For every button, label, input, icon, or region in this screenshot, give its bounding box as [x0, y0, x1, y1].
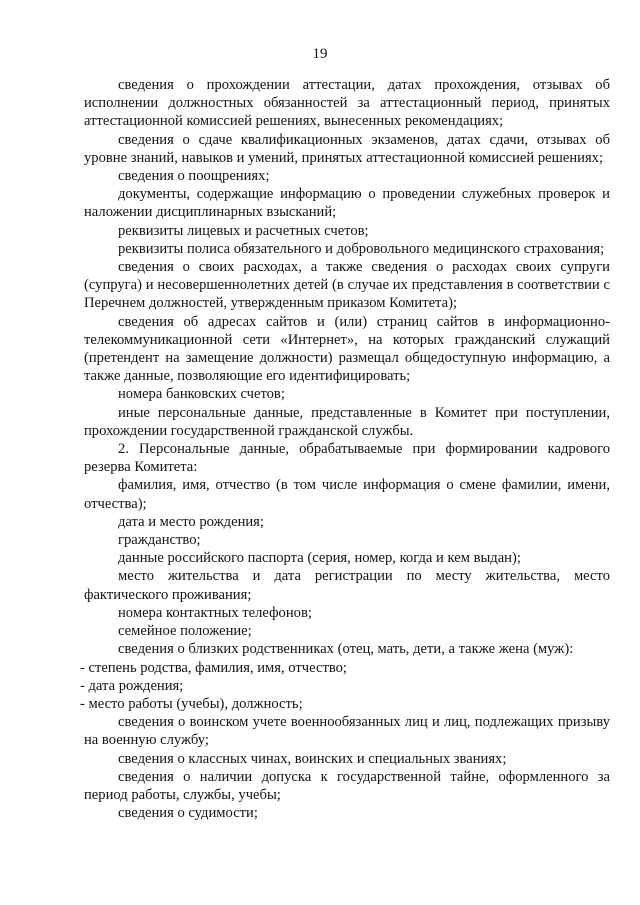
- dash-list-item: - дата рождения;: [80, 677, 184, 694]
- paragraph: сведения о сдаче квалификационных экзаменов, датах сдачи, отзывах об уровне знаний, навыков и умений, принятых аттестационной комиссией решениях;: [84, 131, 610, 166]
- dash-list: [80, 659, 610, 714]
- page-number: 19: [312, 46, 328, 62]
- paragraph: гражданство;: [118, 532, 201, 549]
- dash-list-item: - степень родства, фамилия, имя, отчество;: [80, 659, 347, 676]
- dash-list-item: - место работы (учебы), должность;: [80, 695, 303, 712]
- section-heading-paragraph: 2. Персональные данные, обрабатываемые при формировании кадрового резерва Комитета:: [84, 441, 610, 476]
- paragraph: сведения о своих расходах, а также сведения о расходах своих супруги (супруга) и несовершеннолетних детей (в случае их представления в соответствии с Перечнем должностей, утвержденным приказом Комитета);: [84, 259, 610, 312]
- paragraph: реквизиты лицевых и расчетных счетов;: [118, 222, 369, 239]
- paragraph: фамилия, имя, отчество (в том числе информация о смене фамилии, имени, отчества);: [84, 477, 610, 512]
- paragraph: сведения о судимости;: [118, 805, 258, 822]
- paragraph: документы, содержащие информацию о проведении служебных проверок и наложении дисциплинарных взысканий;: [84, 186, 610, 221]
- paragraph: сведения о близких родственниках (отец, мать, дети, а также жена (муж):: [118, 641, 574, 658]
- paragraph: сведения о воинском учете военнообязанных лиц и лиц, подлежащих призыву на военную службу;: [84, 714, 610, 749]
- paragraph: сведения о классных чинах, воинских и специальных званиях;: [118, 750, 507, 767]
- paragraph: реквизиты полиса обязательного и добровольного медицинского страхования;: [118, 240, 605, 257]
- paragraph: номера контактных телефонов;: [118, 604, 312, 621]
- paragraph: сведения об адресах сайтов и (или) страниц сайтов в информационно-телекоммуникационной сети «Интернет», на которых гражданский служащий (претендент на замещение должности) размещал общедоступную информацию, а также данные, позволяющие его идентифицировать;: [84, 313, 610, 385]
- document-body: [80, 76, 610, 822]
- paragraph: место жительства и дата регистрации по месту жительства, место фактического проживания;: [84, 568, 610, 603]
- paragraph: данные российского паспорта (серия, номер, когда и кем выдан);: [118, 550, 521, 567]
- paragraph: сведения о прохождении аттестации, датах прохождения, отзывах об исполнении должностных обязанностей за аттестационный период, принятых аттестационной комиссией решениях, вынесенных рекомендациях;: [84, 77, 610, 130]
- paragraph: сведения о поощрениях;: [118, 168, 270, 185]
- paragraph: дата и место рождения;: [118, 513, 264, 530]
- paragraph: семейное положение;: [118, 623, 252, 640]
- paragraph: сведения о наличии допуска к государственной тайне, оформленного за период работы, службы, учебы;: [84, 768, 610, 803]
- paragraph: номера банковских счетов;: [118, 386, 285, 403]
- paragraph: иные персональные данные, представленные в Комитет при поступлении, прохождении государственной гражданской службы.: [84, 404, 610, 439]
